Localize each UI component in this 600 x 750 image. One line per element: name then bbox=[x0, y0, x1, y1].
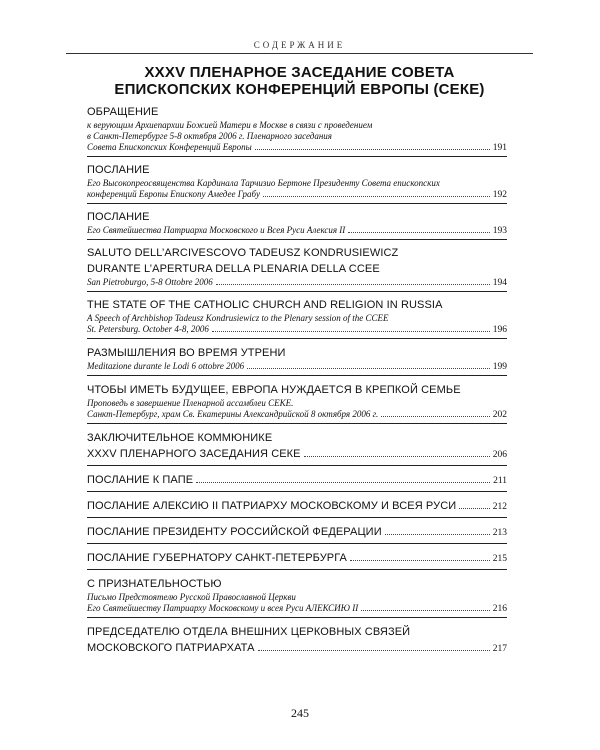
dot-leader bbox=[304, 456, 490, 457]
page-number: 245 bbox=[291, 706, 309, 720]
dot-leader bbox=[381, 416, 490, 417]
toc-page-number: 191 bbox=[492, 143, 507, 153]
toc-leader-row bbox=[87, 189, 507, 200]
toc-entry-title: DURANTE L’APERTURA DELLA PLENARIA DELLA CCEE bbox=[87, 263, 380, 275]
toc-leader-row bbox=[87, 524, 507, 540]
dot-leader bbox=[247, 368, 490, 369]
toc-leader-row bbox=[87, 550, 507, 566]
toc-entry bbox=[87, 339, 507, 376]
toc-leader-row bbox=[87, 361, 507, 372]
toc-entry bbox=[87, 466, 507, 492]
toc-entry bbox=[87, 618, 507, 659]
dot-leader bbox=[196, 482, 490, 483]
dot-leader bbox=[459, 508, 489, 509]
toc-entry-description: Проповедь в завершение Пленарной ассамблеи СЕКЕ. bbox=[87, 398, 294, 408]
toc-entry-description: к верующим Архиепархии Божией Матери в Москве в связи с проведением bbox=[87, 120, 373, 130]
toc-entry bbox=[87, 570, 507, 618]
running-head: СОДЕРЖАНИЕ bbox=[253, 40, 346, 50]
toc-entry-description: Его Святейшества Патриарха Московского и Всея Руси Алексия II bbox=[87, 225, 346, 235]
toc-entry-title: SALUTO DELL’ARCIVESCOVO TADEUSZ KONDRUSIEWICZ bbox=[87, 247, 399, 259]
toc-entry-title: ЧТОБЫ ИМЕТЬ БУДУЩЕЕ, ЕВРОПА НУЖДАЕТСЯ В КРЕПКОЙ СЕМЬЕ bbox=[87, 384, 461, 396]
toc-page-number: 211 bbox=[493, 476, 507, 486]
toc-page-number: 213 bbox=[492, 528, 507, 538]
running-head-rule bbox=[66, 53, 533, 54]
toc-entry bbox=[87, 104, 507, 157]
toc-entry-description: Санкт-Петербург, храм Св. Екатерины Александрийской 8 октября 2006 г. bbox=[87, 409, 379, 419]
dot-leader bbox=[361, 610, 490, 611]
toc-entry-description: Meditazione durante le Lodi 6 ottobre 2006 bbox=[87, 361, 245, 371]
toc-entry bbox=[87, 424, 507, 466]
dot-leader bbox=[348, 232, 489, 233]
table-of-contents bbox=[87, 104, 507, 659]
dot-leader bbox=[216, 284, 490, 285]
toc-leader-row bbox=[87, 324, 507, 335]
toc-page-number: 192 bbox=[492, 190, 507, 200]
toc-entry-title: ПОСЛАНИЕ bbox=[87, 211, 150, 223]
toc-leader-row bbox=[87, 446, 507, 462]
toc-entry bbox=[87, 376, 507, 424]
toc-entry-description: Его Святейшеству Патриарху Московскому и всея Руси АЛЕКСИЮ II bbox=[87, 603, 359, 613]
toc-entry-description: конференций Европы Епископу Амедее Грабу bbox=[87, 189, 260, 199]
toc-entry bbox=[87, 492, 507, 518]
dot-leader bbox=[212, 331, 490, 332]
page-title-line: XXXV ПЛЕНАРНОЕ ЗАСЕДАНИЕ СОВЕТА bbox=[144, 64, 455, 81]
dot-leader bbox=[255, 149, 490, 150]
toc-page-number: 193 bbox=[492, 226, 507, 236]
dot-leader bbox=[263, 196, 490, 197]
toc-entry-description: St. Petersburg. October 4-8, 2006 bbox=[87, 324, 209, 334]
toc-entry-description: Его Высокопреосвященства Кардинала Тарчизио Бертоне Президенту Совета епископских bbox=[87, 178, 440, 188]
toc-entry-title: МОСКОВСКОГО ПАТРИАРХАТА bbox=[87, 642, 255, 654]
toc-entry-description: Совета Епископских Конференций Европы bbox=[87, 142, 252, 152]
toc-leader-row bbox=[87, 603, 507, 614]
toc-entry-description: в Санкт-Петербурге 5-8 октября 2006 г. Пленарного заседания bbox=[87, 131, 332, 141]
dot-leader bbox=[258, 650, 490, 651]
dot-leader bbox=[350, 560, 490, 561]
toc-page-number: 202 bbox=[492, 410, 507, 420]
toc-page-number: 206 bbox=[492, 450, 507, 460]
page-title bbox=[66, 64, 533, 98]
toc-leader-row bbox=[87, 498, 507, 514]
toc-entry-title: ПРЕДСЕДАТЕЛЮ ОТДЕЛА ВНЕШНИХ ЦЕРКОВНЫХ СВЯЗЕЙ bbox=[87, 626, 411, 638]
toc-entry bbox=[87, 292, 507, 339]
toc-entry bbox=[87, 157, 507, 204]
toc-entry-title: ЗАКЛЮЧИТЕЛЬНОЕ КОММЮНИКЕ bbox=[87, 432, 273, 444]
dot-leader bbox=[385, 534, 490, 535]
toc-leader-row bbox=[87, 640, 507, 656]
toc-entry-description: San Pietroburgo, 5-8 Ottobre 2006 bbox=[87, 277, 213, 287]
toc-entry-title: ПОСЛАНИЕ bbox=[87, 164, 150, 176]
toc-page-number: 196 bbox=[492, 325, 507, 335]
page-title-line: ЕПИСКОПСКИХ КОНФЕРЕНЦИЙ ЕВРОПЫ (СЕКЕ) bbox=[114, 81, 485, 98]
toc-entry-title: ПОСЛАНИЕ АЛЕКСИЮ II ПАТРИАРХУ МОСКОВСКОМУ И ВСЕЯ РУСИ bbox=[87, 500, 457, 512]
toc-entry bbox=[87, 240, 507, 292]
toc-entry-title: РАЗМЫШЛЕНИЯ ВО ВРЕМЯ УТРЕНИ bbox=[87, 347, 286, 359]
toc-entry-title: ОБРАЩЕНИЕ bbox=[87, 106, 159, 118]
toc-entry-title: XXXV ПЛЕНАРНОГО ЗАСЕДАНИЯ СЕКЕ bbox=[87, 448, 301, 460]
toc-page-number: 194 bbox=[492, 278, 507, 288]
toc-entry-title: THE STATE OF THE CATHOLIC CHURCH AND RELIGION IN RUSSIA bbox=[87, 299, 443, 311]
toc-leader-row bbox=[87, 472, 507, 488]
toc-entry-description: Письмо Предстоятелю Русской Православной Церкви bbox=[87, 592, 296, 602]
toc-leader-row bbox=[87, 409, 507, 420]
toc-page-number: 212 bbox=[492, 502, 507, 512]
toc-entry-description: A Speech of Archbishop Tadeusz Kondrusiewicz to the Plenary session of the CCEE bbox=[87, 313, 389, 323]
toc-entry bbox=[87, 518, 507, 544]
toc-entry bbox=[87, 204, 507, 240]
toc-page-number: 199 bbox=[492, 362, 507, 372]
toc-leader-row bbox=[87, 225, 507, 236]
toc-entry-title: ПОСЛАНИЕ К ПАПЕ bbox=[87, 474, 194, 486]
toc-page-number: 216 bbox=[492, 604, 507, 614]
toc-entry-title: ПОСЛАНИЕ ГУБЕРНАТОРУ САНКТ-ПЕТЕРБУРГА bbox=[87, 552, 347, 564]
toc-entry-title: ПОСЛАНИЕ ПРЕЗИДЕНТУ РОССИЙСКОЙ ФЕДЕРАЦИИ bbox=[87, 526, 382, 538]
toc-leader-row bbox=[87, 277, 507, 288]
toc-entry bbox=[87, 544, 507, 570]
toc-entry-title: С ПРИЗНАТЕЛЬНОСТЬЮ bbox=[87, 578, 222, 590]
toc-leader-row bbox=[87, 142, 507, 153]
toc-page-number: 215 bbox=[492, 554, 507, 564]
toc-page-number: 217 bbox=[492, 644, 507, 654]
